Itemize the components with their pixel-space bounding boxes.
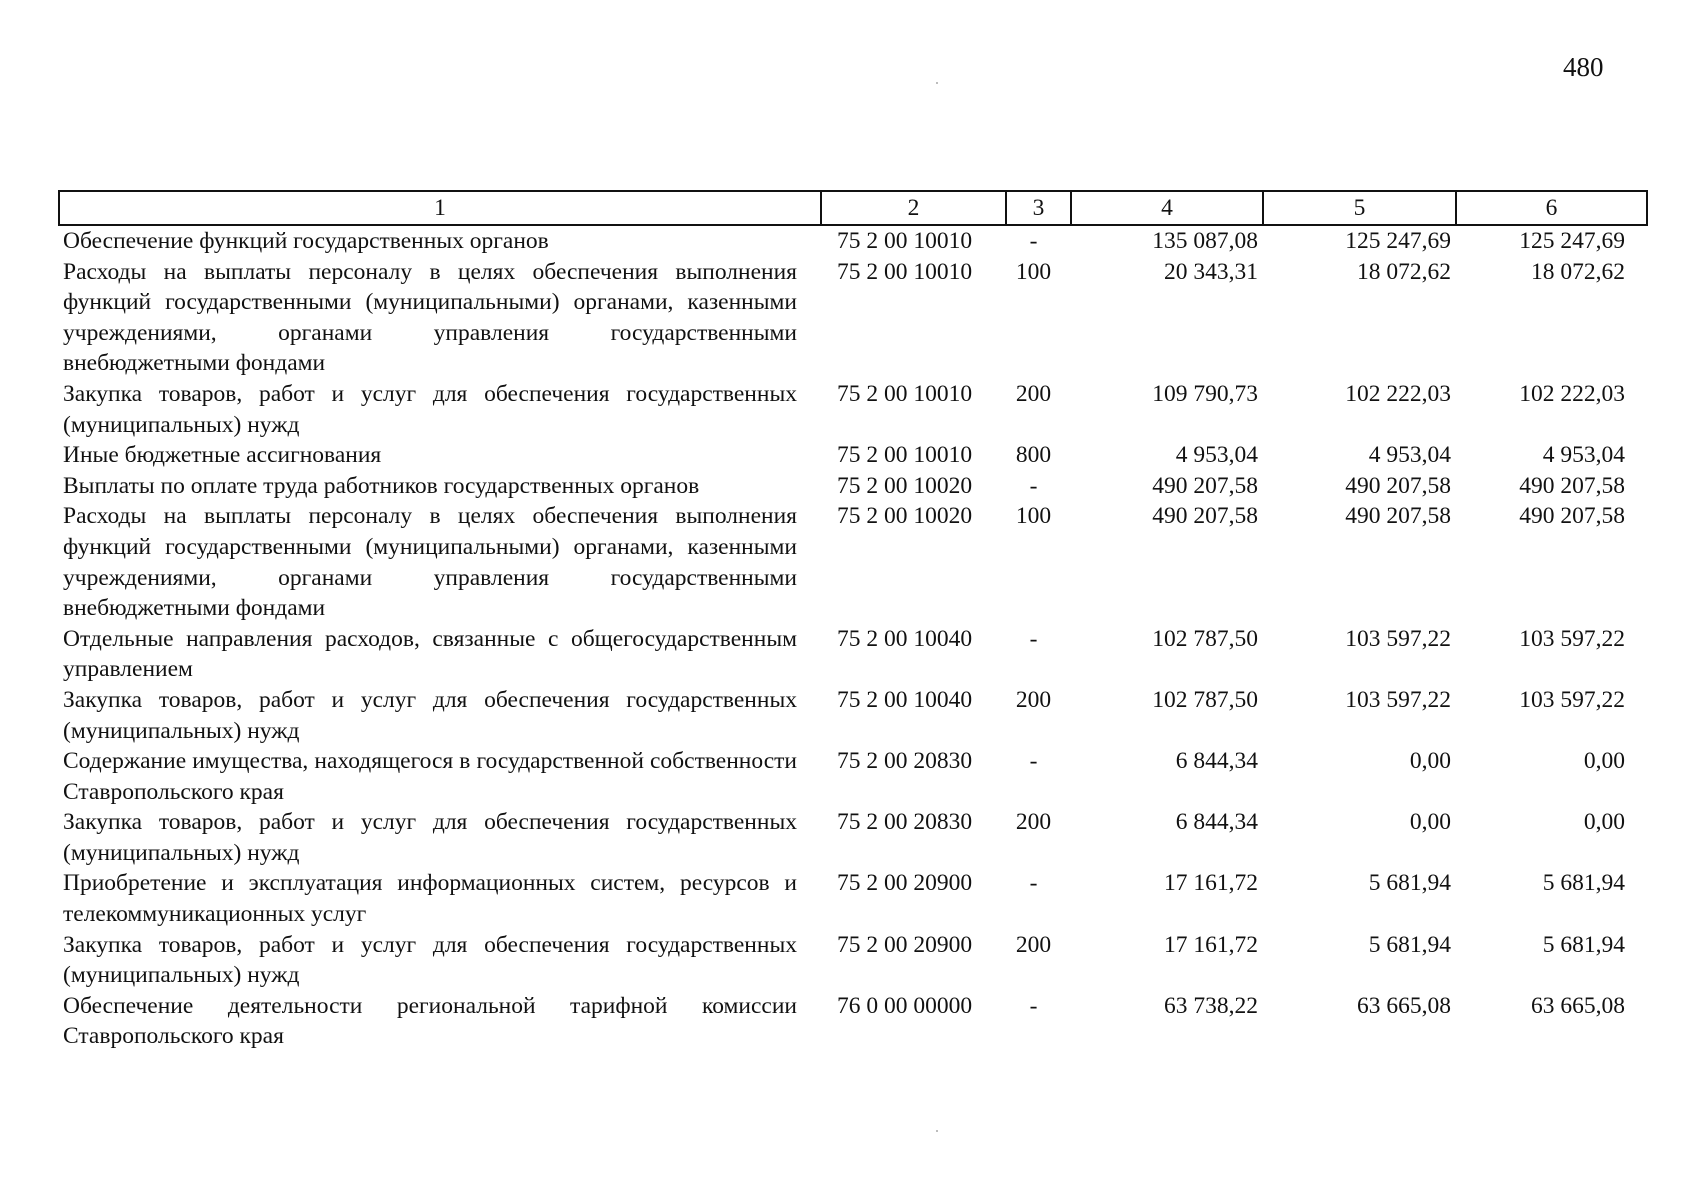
row-expense-type: 100 [1015, 258, 1052, 285]
row-value-col-6: 0,00 [1583, 809, 1625, 836]
row-value-col-6: 63 665,08 [1531, 992, 1625, 1019]
row-value-col-4: 490 207,58 [1152, 503, 1258, 530]
row-value-col-6: 102 222,03 [1519, 380, 1625, 407]
row-code: 75 2 00 10010 [836, 228, 973, 254]
row-name: Обеспечение деятельности региональной тарифной комиссии Ставропольского края [63, 992, 797, 1050]
row-value-col-6: 125 247,69 [1519, 228, 1625, 254]
row-value-col-4: 63 738,22 [1164, 992, 1258, 1019]
row-name: Расходы на выплаты персоналу в целях обеспечения выполнения функций государственными (муниципальными) органами, казенными учреждениями, органами управления государственными внебюджетными фондами [63, 258, 797, 377]
row-value-col-5: 102 222,03 [1345, 380, 1451, 407]
table-row [59, 746, 1647, 807]
header-col-3: 3 [1006, 191, 1071, 225]
table-row [59, 868, 1647, 929]
row-name: Закупка товаров, работ и услуг для обеспечения государственных (муниципальных) нужд [63, 809, 797, 866]
row-value-col-4: 20 343,31 [1164, 258, 1258, 285]
budget-table [58, 190, 1648, 1052]
row-value-col-4: 102 787,50 [1152, 686, 1258, 713]
row-value-col-6: 103 597,22 [1519, 625, 1625, 652]
row-value-col-5: 5 681,94 [1368, 870, 1451, 897]
table-row [59, 624, 1647, 685]
row-value-col-5: 0,00 [1409, 809, 1451, 836]
scan-speck [936, 1130, 938, 1132]
table-row [59, 807, 1647, 868]
row-name: Обеспечение функций государственных органов [63, 228, 549, 254]
row-value-col-6: 5 681,94 [1542, 931, 1625, 958]
row-code: 75 2 00 20900 [836, 870, 973, 897]
row-value-col-6: 5 681,94 [1542, 870, 1625, 897]
row-value-col-6: 4 953,04 [1542, 442, 1625, 469]
header-col-5: 5 [1263, 191, 1456, 225]
table-body [59, 225, 1647, 1052]
row-value-col-5: 63 665,08 [1357, 992, 1451, 1019]
row-name: Закупка товаров, работ и услуг для обеспечения государственных (муниципальных) нужд [63, 686, 797, 744]
row-expense-type: - [1029, 228, 1038, 254]
scan-speck [936, 82, 938, 84]
row-code: 75 2 00 20830 [836, 748, 973, 775]
row-expense-type: 100 [1015, 503, 1052, 530]
row-value-col-4: 109 790,73 [1152, 380, 1258, 407]
row-code: 75 2 00 10020 [836, 472, 973, 499]
row-code: 75 2 00 20830 [836, 809, 973, 836]
row-name: Приобретение и эксплуатация информационных систем, ресурсов и телекоммуникационных услуг [63, 870, 797, 928]
row-expense-type: - [1029, 472, 1038, 499]
row-code: 75 2 00 10040 [836, 686, 973, 713]
header-col-1: 1 [59, 191, 821, 225]
table-row [59, 685, 1647, 746]
header-col-6: 6 [1456, 191, 1647, 225]
row-value-col-5: 125 247,69 [1345, 228, 1451, 254]
row-code: 75 2 00 10010 [836, 442, 973, 469]
row-expense-type: - [1029, 748, 1038, 775]
table-row [59, 225, 1647, 257]
row-code: 75 2 00 20900 [836, 931, 973, 958]
table-row [59, 501, 1647, 623]
row-value-col-6: 490 207,58 [1519, 472, 1625, 499]
table-row [59, 379, 1647, 440]
row-code: 75 2 00 10040 [836, 625, 973, 652]
row-name: Выплаты по оплате труда работников государственных органов [63, 472, 700, 499]
row-name: Расходы на выплаты персоналу в целях обеспечения выполнения функций государственными (муниципальными) органами, казенными учреждениями, органами управления государственными внебюджетными фондами [63, 503, 797, 622]
row-value-col-6: 0,00 [1583, 748, 1625, 775]
row-code: 76 0 00 00000 [836, 992, 973, 1019]
header-col-4: 4 [1071, 191, 1263, 225]
row-expense-type: - [1029, 870, 1038, 897]
row-value-col-4: 6 844,34 [1175, 809, 1258, 836]
budget-table-container [58, 190, 1646, 1052]
row-value-col-4: 17 161,72 [1164, 931, 1258, 958]
row-code: 75 2 00 10010 [836, 258, 973, 285]
row-expense-type: 800 [1015, 442, 1052, 469]
row-name: Содержание имущества, находящегося в государственной собственности Ставропольского края [63, 748, 797, 805]
row-name: Закупка товаров, работ и услуг для обеспечения государственных (муниципальных) нужд [63, 931, 797, 989]
row-value-col-5: 103 597,22 [1345, 686, 1451, 713]
row-expense-type: - [1029, 992, 1038, 1019]
row-value-col-5: 4 953,04 [1368, 442, 1451, 469]
row-value-col-5: 490 207,58 [1345, 503, 1451, 530]
row-value-col-6: 18 072,62 [1531, 258, 1625, 285]
row-value-col-5: 103 597,22 [1345, 625, 1451, 652]
row-value-col-4: 6 844,34 [1175, 748, 1258, 775]
row-value-col-5: 490 207,58 [1345, 472, 1451, 499]
row-expense-type: 200 [1015, 380, 1052, 407]
row-value-col-6: 490 207,58 [1519, 503, 1625, 530]
row-expense-type: 200 [1015, 809, 1052, 836]
row-value-col-4: 135 087,08 [1152, 228, 1258, 254]
table-row [59, 257, 1647, 379]
page-number: 480 [1563, 52, 1604, 82]
row-expense-type: 200 [1015, 686, 1052, 713]
row-name: Отдельные направления расходов, связанные с общегосударственным управлением [63, 625, 797, 683]
table-row [59, 991, 1647, 1052]
row-name: Закупка товаров, работ и услуг для обеспечения государственных (муниципальных) нужд [63, 380, 797, 438]
table-row [59, 471, 1647, 502]
row-code: 75 2 00 10010 [836, 380, 973, 407]
header-col-2: 2 [821, 191, 1006, 225]
row-value-col-5: 0,00 [1409, 748, 1451, 775]
row-value-col-5: 18 072,62 [1357, 258, 1451, 285]
row-value-col-5: 5 681,94 [1368, 931, 1451, 958]
row-expense-type: 200 [1015, 931, 1052, 958]
row-expense-type: - [1029, 625, 1038, 652]
row-name: Иные бюджетные ассигнования [63, 442, 382, 469]
header-row [59, 191, 1647, 225]
row-value-col-6: 103 597,22 [1519, 686, 1625, 713]
row-value-col-4: 102 787,50 [1152, 625, 1258, 652]
row-value-col-4: 17 161,72 [1164, 870, 1258, 897]
table-row [59, 930, 1647, 991]
table-header [59, 191, 1647, 225]
row-code: 75 2 00 10020 [836, 503, 973, 530]
row-value-col-4: 4 953,04 [1175, 442, 1258, 469]
table-row [59, 440, 1647, 471]
row-value-col-4: 490 207,58 [1152, 472, 1258, 499]
